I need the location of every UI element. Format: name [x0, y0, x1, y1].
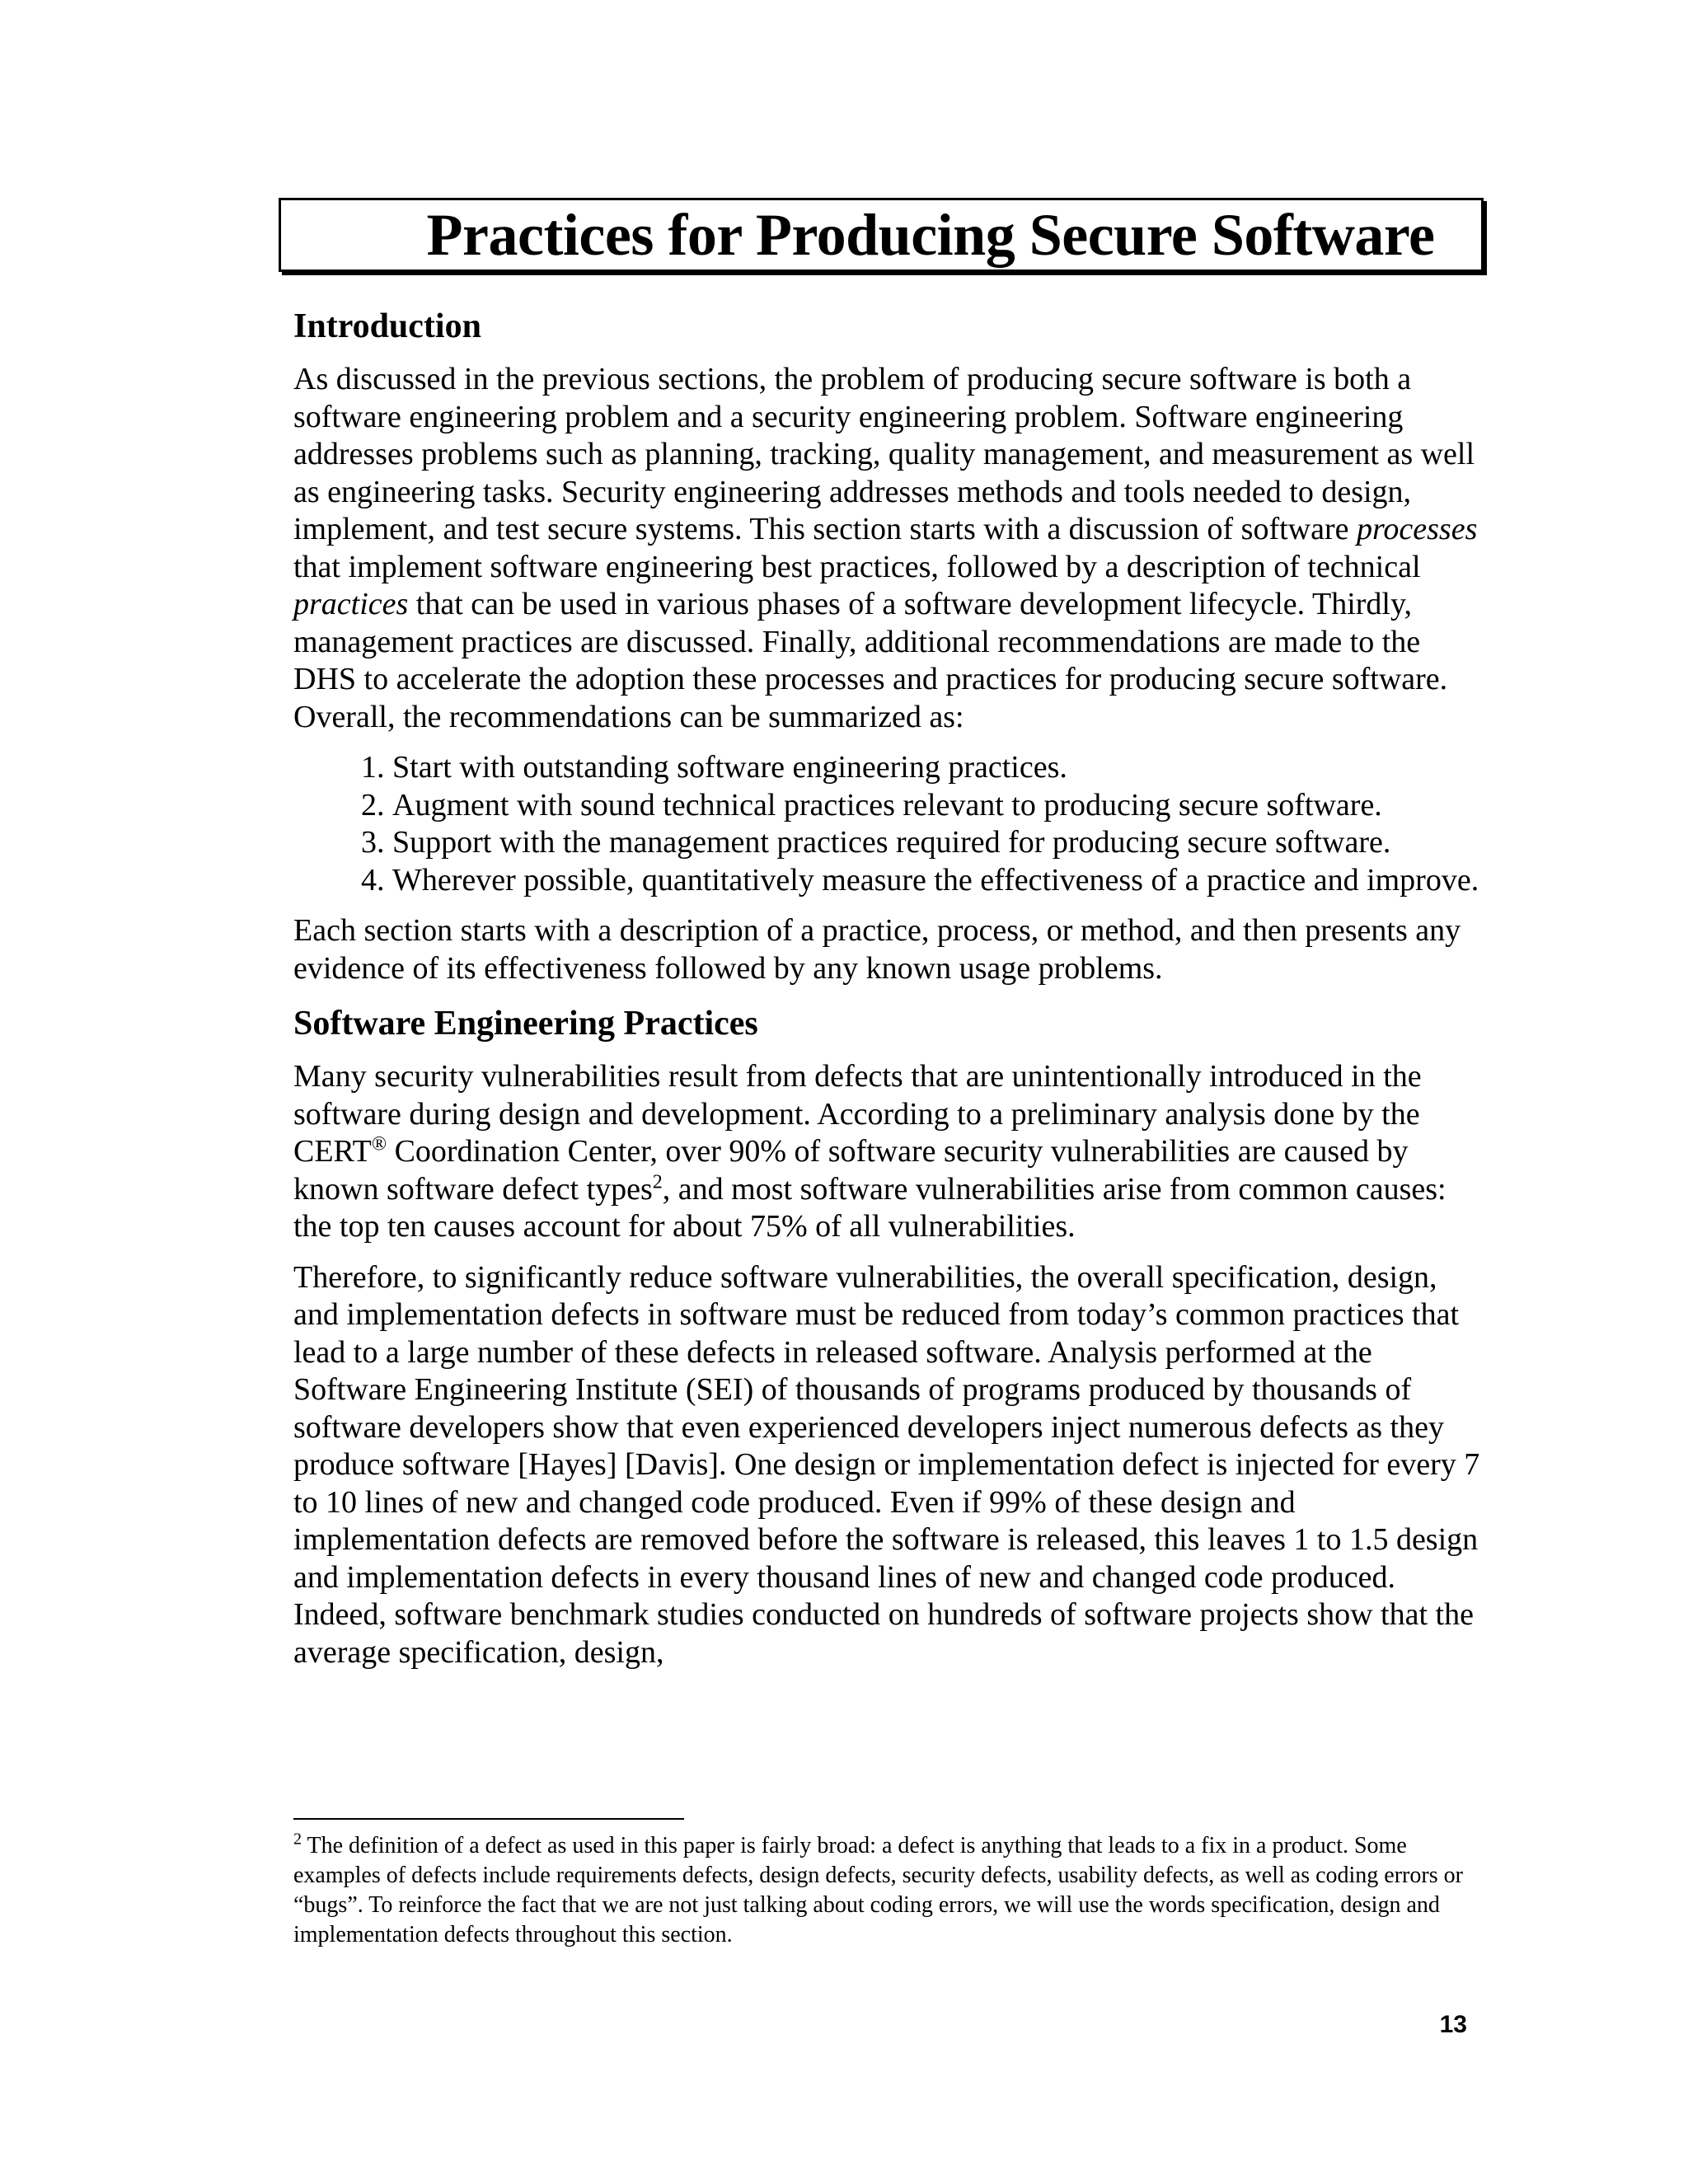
registered-mark: ®: [371, 1133, 387, 1155]
intro-emphasis-practices: practices: [293, 587, 409, 621]
intro-paragraph: [293, 361, 1480, 736]
sep-text-1: Many security vulnerabilities result from defects that are unintentionally introduced in the software during design and development. According to a preliminary analysis done by the CERT: [293, 1059, 1422, 1169]
footnote-reference: 2: [652, 1170, 663, 1193]
page-title: Practices for Producing Secure Software: [426, 201, 1435, 268]
footnote-text: The definition of a defect as used in this paper is fairly broad: a defect is anything that leads to a fix in a product. Some examples of defects include requirements defects, design defects, security defects, usability defects, as well as coding errors or “bugs”. To reinforce the fact that we are not just talking about coding errors, we will use the words specification, design and implementation defects throughout this section.: [293, 1833, 1463, 1947]
intro-closing-paragraph: Each section starts with a description of a practice, process, or method, and then presents any evidence of its effectiveness followed by any known usage problems.: [293, 913, 1461, 986]
sep-paragraph-1: [293, 1058, 1480, 1246]
list-item: 3. Support with the management practices required for producing secure software.: [392, 824, 1480, 862]
list-item: 1. Start with outstanding software engineering practices.: [392, 749, 1480, 787]
recommendations-list: [293, 749, 1480, 899]
list-item: 2. Augment with sound technical practices relevant to producing secure software.: [392, 787, 1480, 825]
footnote-divider: [293, 1818, 684, 1820]
page-number: 13: [1439, 2011, 1467, 2038]
intro-text-1: As discussed in the previous sections, the problem of producing secure software is both a software engineering problem and a security engineering problem. Software engineering addresses problems such as planning, tracking, quality management, and measurement as well as engineering tasks. Security engineering addresses methods and tools needed to design, implement, and test secure systems. This section starts with a discussion of software: [293, 362, 1475, 546]
section-heading-software-engineering-practices: Software Engineering Practices: [293, 1005, 758, 1043]
sep-paragraph-2: Therefore, to significantly reduce software vulnerabilities, the overall specification, design, and implementation defects in software must be reduced from today’s common practices that lead to a large number of these defects in released software. Analysis performed at the Software Engineering Institute (SEI) of thousands of programs produced by thousands of software developers show that even experienced developers inject numerous defects as they produce software [Hayes] [Davis]. One design or implementation defect is injected for every 7 to 10 lines of new and changed code produced. Even if 99% of these design and implementation defects are removed before the software is released, this leaves 1 to 1.5 design and implementation defects in every thousand lines of new and changed code produced. Indeed, software benchmark studies conducted on hundreds of software projects show that the average specification, design,: [293, 1259, 1480, 1670]
section-heading-introduction: Introduction: [293, 307, 481, 345]
intro-emphasis-processes: processes: [1357, 512, 1478, 546]
title-box: [279, 198, 1484, 272]
intro-text-2: that implement software engineering best practices, followed by a description of technical: [293, 549, 1421, 584]
footnote-marker: 2: [293, 1830, 302, 1849]
footnote: [293, 1831, 1480, 1950]
sep-text-2: Coordination Center, over 90% of software security vulnerabilities are caused by known software defect types: [293, 1134, 1409, 1207]
intro-text-3: that can be used in various phases of a software development lifecycle. Thirdly, management practices are discussed. Finally, additional recommendations are made to the DHS to accelerate the adoption these processes and practices for producing secure software. Overall, the recommendations can be summarized as:: [293, 587, 1448, 734]
main-content: [293, 303, 1480, 1685]
sep-text-3: , and most software vulnerabilities arise from common causes: the top ten causes account for about 75% of all vulnerabilities.: [293, 1171, 1447, 1244]
list-item: 4. Wherever possible, quantitatively measure the effectiveness of a practice and improve.: [392, 862, 1480, 900]
